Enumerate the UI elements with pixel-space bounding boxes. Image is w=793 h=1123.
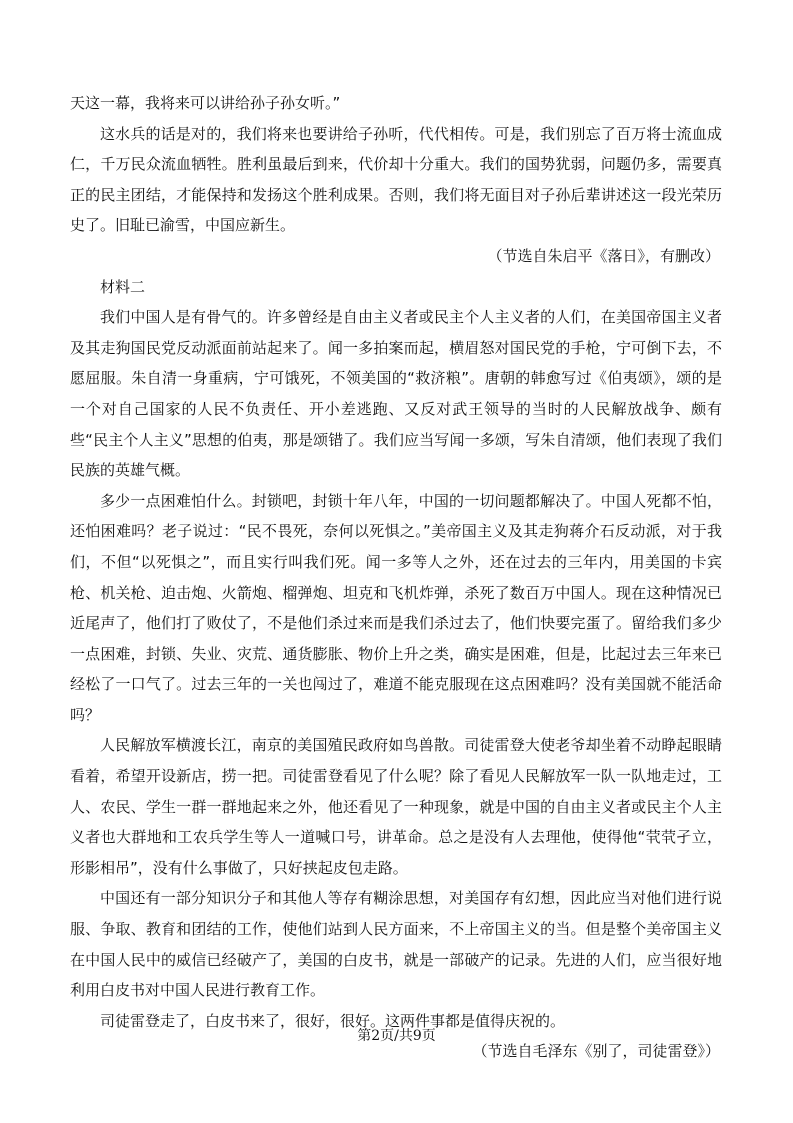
material2-heading: 材料二 (100, 277, 146, 296)
material2-source: （节选自毛泽东《别了，司徒雷登》） (472, 1042, 720, 1061)
page-number: 第2页/共9页 (357, 1028, 436, 1044)
material2-paragraph-4: 中国还有一部分知识分子和其他人等存有糊涂思想，对美国存有幻想，因此应当对他们进行说服、争取、教育和团结的工作，使他们站到人民方面来，不上帝国主义的当。但是整个美帝国主义在中国人民中的威信已经破产了，美国的白皮书，就是一部破产的记录。先进的人们，应当很好地利用白皮书对中国人民进行教育工作。 (70, 889, 722, 1000)
material1-continued-text: 天这一幕，我将来可以讲给孙子孙女听。” (70, 94, 341, 112)
document-page (70, 88, 722, 1067)
material2-paragraph-1: 我们中国人是有骨气的。许多曾经是自由主义者或民主个人主义者的人们，在美国帝国主义者及其走狗国民党反动派面前站起来了。闻一多拍案而起，横眉怒对国民党的手枪，宁可倒下去，不愿屈服。朱自清一身重病，宁可饿死，不领美国的“救济粮”。唐朝的韩愈写过《伯夷颂》，颂的是一个对自己国家的人民不负责任、开小差逃跑、又反对武王领导的当时的人民解放战争、颇有些“民主个人主义”思想的伯夷，那是颂错了。我们应当写闻一多颂，写朱自清颂，他们表现了我们民族的英雄气概。 (70, 308, 722, 480)
material2-paragraph-2: 多少一点困难怕什么。封锁吧，封锁十年八年，中国的一切问题都解决了。中国人死都不怕，还怕困难吗？老子说过：“民不畏死，奈何以死惧之。”美帝国主义及其走狗蒋介石反动派，对于我们，不但“以死惧之”，而且实行叫我们死。闻一多等人之外，还在过去的三年内，用美国的卡宾枪、机关枪、迫击炮、火箭炮、榴弹炮、坦克和飞机炸弹，杀死了数百万中国人。现在这种情况已近尾声了，他们打了败仗了，不是他们杀过来而是我们杀过去了，他们快要完蛋了。留给我们多少一点困难，封锁、失业、灾荒、通货膨胀、物价上升之类，确实是困难，但是，比起过去三年来已经松了一口气了。过去三年的一关也闯过了，难道不能克服现在这点困难吗？没有美国就不能活命吗？ (70, 491, 722, 724)
material2-paragraph-5: 司徒雷登走了，白皮书来了，很好，很好。这两件事都是值得庆祝的。 (100, 1011, 566, 1030)
material2-paragraph-3: 人民解放军横渡长江，南京的美国殖民政府如鸟兽散。司徒雷登大使老爷却坐着不动睁起眼睛看着，希望开设新店，捞一把。司徒雷登看见了什么呢？除了看见人民解放军一队一队地走过，工人、农民、学生一群一群地起来之外，他还看见了一种现象，就是中国的自由主义者或民主个人主义者也大群地和工农兵学生等人一道喊口号，讲革命。总之是没有人去理他，使得他“茕茕孑立，形影相吊”，没有什么事做了，只好挟起皮包走路。 (70, 736, 722, 877)
material1-source: （节选自朱启平《落日》，有删改） (487, 246, 720, 265)
material1-paragraph: 这水兵的话是对的，我们将来也要讲给子孙听，代代相传。可是，我们别忘了百万将士流血成仁，千万民众流血牺牲。胜利虽最后到来，代价却十分重大。我们的国势犹弱，问题仍多，需要真正的民主团结，才能保持和发扬这个胜利成果。否则，我们将无面目对子孙后辈讲述这一段光荣历史了。旧耻已渝雪，中国应新生。 (70, 124, 722, 235)
